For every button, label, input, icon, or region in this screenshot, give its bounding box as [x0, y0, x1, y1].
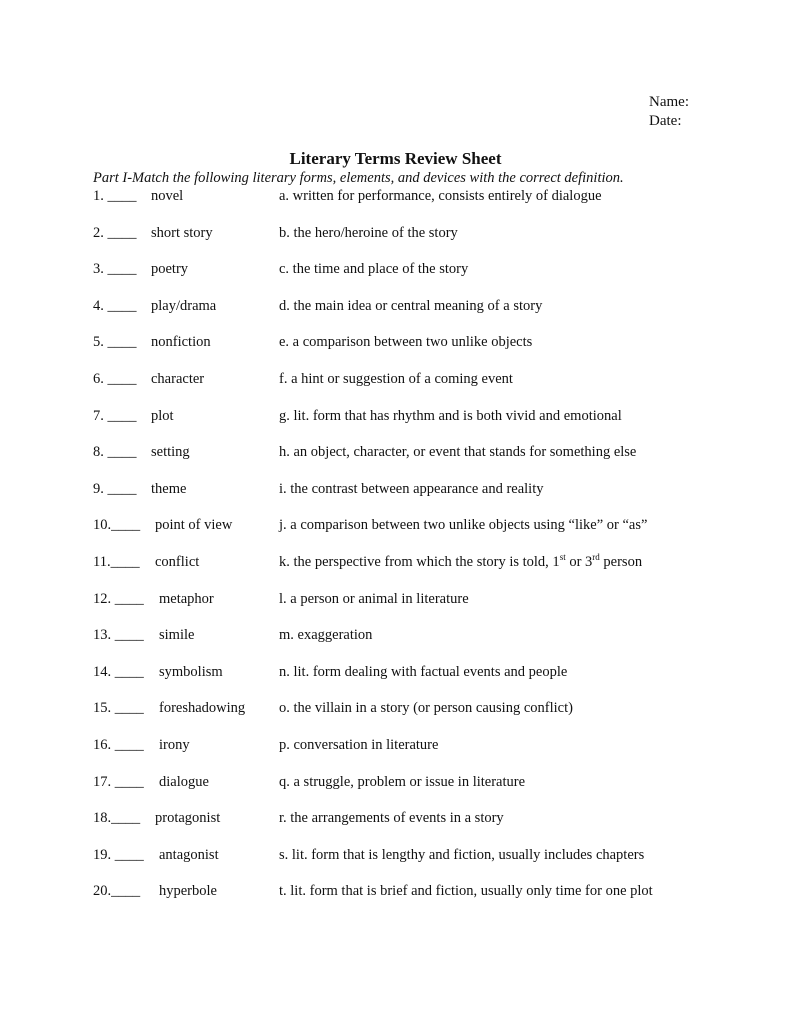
- matching-row: [0, 186, 791, 208]
- row-definition: t. lit. form that is brief and fiction, usually only time for one plot: [279, 883, 653, 899]
- row-definition: e. a comparison between two unlike objects: [279, 334, 533, 350]
- row-term: play/drama: [151, 298, 217, 314]
- matching-row: [0, 442, 791, 464]
- matching-row: [0, 332, 791, 354]
- matching-row: [0, 369, 791, 391]
- row-number-blank: 18.____: [93, 810, 141, 826]
- matching-row: [0, 259, 791, 281]
- row-term: hyperbole: [159, 883, 217, 899]
- row-definition: q. a struggle, problem or issue in literature: [279, 774, 526, 790]
- row-term: poetry: [151, 261, 189, 277]
- matching-row: [0, 881, 791, 903]
- matching-row: [0, 589, 791, 611]
- matching-row: [0, 406, 791, 428]
- matching-row: [0, 698, 791, 720]
- row-number-blank: 15. ____: [93, 700, 144, 716]
- row-term: novel: [151, 188, 184, 204]
- matching-row: [0, 845, 791, 867]
- row-number-blank: 20.____: [93, 883, 141, 899]
- row-term: simile: [159, 627, 195, 643]
- row-definition: s. lit. form that is lengthy and fiction, usually includes chapters: [279, 847, 645, 863]
- row-term: theme: [151, 481, 187, 497]
- row-number-blank: 13. ____: [93, 627, 144, 643]
- row-number-blank: 7. ____: [93, 408, 137, 424]
- row-term: short story: [151, 225, 213, 241]
- row-term: dialogue: [159, 774, 209, 790]
- row-definition: k. the perspective from which the story is told, 1st or 3rd person: [279, 552, 643, 570]
- matching-row: [0, 223, 791, 245]
- row-definition: g. lit. form that has rhythm and is both vivid and emotional: [279, 408, 622, 424]
- name-label: Name:: [649, 94, 689, 110]
- row-definition: h. an object, character, or event that stands for something else: [279, 444, 637, 460]
- row-definition: c. the time and place of the story: [279, 261, 469, 277]
- row-definition: l. a person or animal in literature: [279, 591, 469, 607]
- row-definition: m. exaggeration: [279, 627, 373, 643]
- row-number-blank: 6. ____: [93, 371, 137, 387]
- matching-row: [0, 515, 791, 537]
- row-definition: b. the hero/heroine of the story: [279, 225, 458, 241]
- row-number-blank: 17. ____: [93, 774, 144, 790]
- page-title: Literary Terms Review Sheet: [289, 149, 502, 168]
- row-number-blank: 12. ____: [93, 591, 144, 607]
- date-label: Date:: [649, 113, 682, 129]
- row-definition: i. the contrast between appearance and reality: [279, 481, 544, 497]
- row-definition: a. written for performance, consists entirely of dialogue: [279, 188, 602, 204]
- row-term: symbolism: [159, 664, 223, 680]
- row-number-blank: 14. ____: [93, 664, 144, 680]
- row-number-blank: 19. ____: [93, 847, 144, 863]
- row-term: protagonist: [155, 810, 221, 826]
- matching-row: [0, 552, 791, 574]
- matching-row: [0, 735, 791, 757]
- row-term: character: [151, 371, 205, 387]
- matching-row: [0, 296, 791, 318]
- matching-row: [0, 662, 791, 684]
- row-number-blank: 16. ____: [93, 737, 144, 753]
- row-definition: o. the villain in a story (or person causing conflict): [279, 700, 573, 716]
- row-number-blank: 4. ____: [93, 298, 137, 314]
- row-term: plot: [151, 408, 174, 424]
- row-definition: r. the arrangements of events in a story: [279, 810, 504, 826]
- matching-row: [0, 479, 791, 501]
- row-number-blank: 1. ____: [93, 188, 137, 204]
- row-number-blank: 9. ____: [93, 481, 137, 497]
- row-number-blank: 10.____: [93, 517, 141, 533]
- row-term: foreshadowing: [159, 700, 246, 716]
- matching-row: [0, 772, 791, 794]
- row-term: nonfiction: [151, 334, 211, 350]
- row-term: point of view: [155, 517, 233, 533]
- row-definition: p. conversation in literature: [279, 737, 439, 753]
- instructions: Part I-Match the following literary forms, elements, and devices with the correct definition.: [93, 170, 624, 186]
- row-number-blank: 2. ____: [93, 225, 137, 241]
- matching-row: [0, 808, 791, 830]
- matching-row: [0, 625, 791, 647]
- row-number-blank: 11.____: [93, 554, 140, 570]
- row-definition: d. the main idea or central meaning of a story: [279, 298, 543, 314]
- row-term: antagonist: [159, 847, 219, 863]
- name-date-block: [649, 93, 689, 131]
- row-definition: f. a hint or suggestion of a coming event: [279, 371, 513, 387]
- row-definition: j. a comparison between two unlike objects using “like” or “as”: [279, 517, 648, 533]
- row-term: irony: [159, 737, 190, 753]
- row-term: conflict: [155, 554, 200, 570]
- row-number-blank: 5. ____: [93, 334, 137, 350]
- row-term: metaphor: [159, 591, 214, 607]
- row-term: setting: [151, 444, 190, 460]
- row-number-blank: 3. ____: [93, 261, 137, 277]
- row-number-blank: 8. ____: [93, 444, 137, 460]
- row-definition: n. lit. form dealing with factual events and people: [279, 664, 568, 680]
